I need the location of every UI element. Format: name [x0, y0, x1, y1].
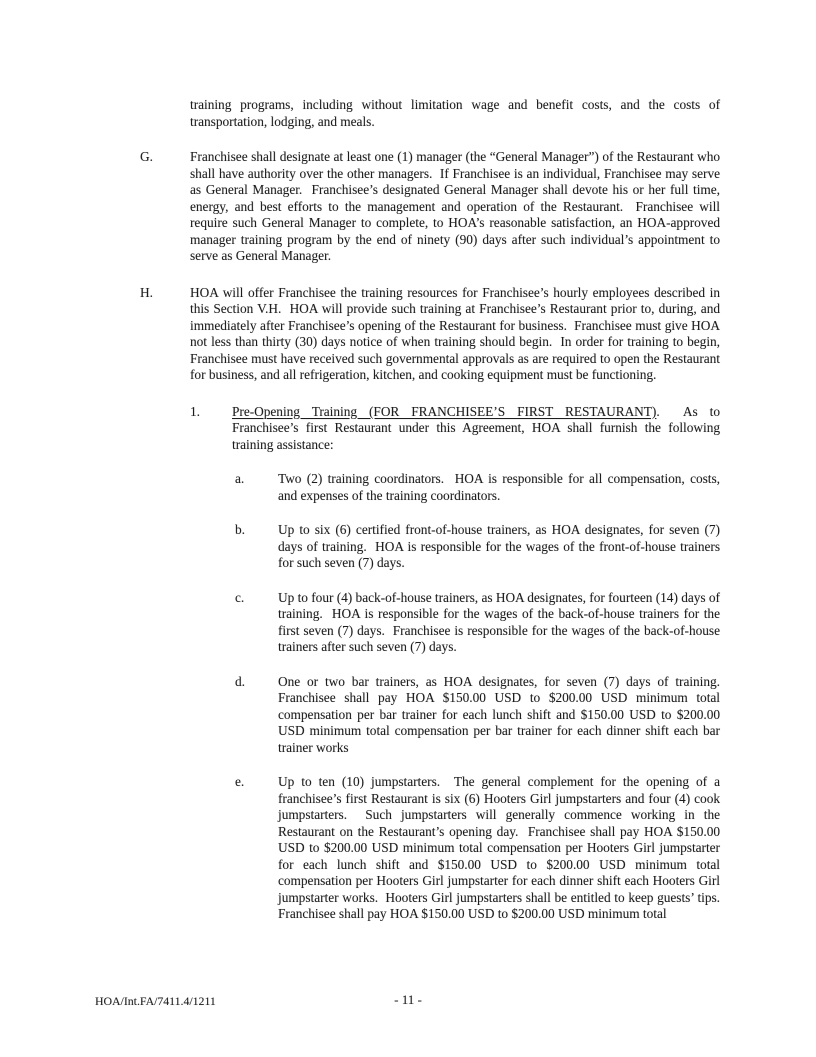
section-g [140, 149, 816, 265]
subitem-a-text: Two (2) training coordinators. HOA is responsible for all compensation, costs, and expenses of the training coordinators. [278, 471, 724, 503]
section-h [140, 285, 816, 384]
numbered-item-1 [190, 404, 816, 454]
subitem-e-text: Up to ten (10) jumpstarters. The general complement for the opening of a franchisee’s first Restaurant is six (6) Hooters Girl jumpstarters and four (4) cook jumpstarters. Such jumpstarters will generally commence working in the Restaurant on the Restaurant’s opening day. Franchisee shall pay HOA $150.00 USD to $200.00 USD minimum total compensation per Hooters Girl jumpstarter for each lunch shift and $150.00 USD to $200.00 USD minimum total compensation per Hooters Girl jumpstarter for each dinner shift each Hooters Girl jumpstarter works. Hooters Girl jumpstarters shall be entitled to keep guests’ tips. Franchisee shall pay HOA $150.00 USD to $200.00 USD minimum total [278, 774, 727, 921]
section-h-label: H. [140, 284, 153, 300]
subitem-e-label: e. [235, 774, 245, 789]
subitem-d-label: d. [235, 673, 245, 689]
section-h-text: HOA will offer Franchisee the training resources for Franchisee’s hourly employees described in this Section V.H. HOA will provide such training at Franchisee’s Restaurant prior to, during, and immediately after Franchisee’s opening of the Restaurant for business. Franchisee must give HOA not less than thirty (30) days notice of when training should begin. In order for training to begin, Franchisee must have received such governmental approvals as are required to open the Restaurant for business, and all refrigeration, kitchen, and cooking equipment must be functioning. [190, 284, 724, 382]
item-1-heading-rest: . As to Franchisee’s first Restaurant under this Agreement, HOA shall furnish the following training assistance: [232, 403, 724, 452]
subitem-a-label: a. [235, 471, 245, 486]
subitem-c-text: Up to four (4) back-of-house trainers, as HOA designates, for fourteen (14) days of training. HOA is responsible for the wages of the back-of-house trainers for the first seven (7) days. Franchisee is responsible for the wages of the back-of-house trainers after such seven (7) days. [278, 589, 724, 654]
subitem-b [235, 522, 816, 572]
subitem-c [235, 590, 816, 656]
numbered-item-1-text [232, 403, 724, 454]
doc-reference: HOA/Int.FA/7411.4/1211 [95, 994, 216, 1008]
intro-paragraph: training programs, including without limitation wage and benefit costs, and the costs of transportation, lodging, and meals. [190, 97, 724, 129]
section-g-label: G. [140, 149, 153, 164]
subitem-b-label: b. [235, 522, 245, 537]
subitem-b-text: Up to six (6) certified front-of-house trainers, as HOA designates, for seven (7) days of training. HOA is responsible for the wages of the front-of-house trainers for such seven (7) days. [278, 522, 724, 570]
subitem-d-text: One or two bar trainers, as HOA designates, for seven (7) days of training. Franchisee shall pay HOA $150.00 USD to $200.00 USD minimum total compensation per bar trainer for each lunch shift and $150.00 USD to $200.00 USD minimum total compensation per bar trainer for each dinner shift each bar trainer works [278, 673, 727, 755]
item-1-heading-underlined: Pre-Opening Training (FOR FRANCHISEE’S FIRST RESTAURANT) [232, 403, 657, 419]
page-footer [0, 992, 816, 1012]
page-number: - 11 - [394, 992, 422, 1007]
section-g-text: Franchisee shall designate at least one (1) manager (the “General Manager”) of the Restaurant who shall have authority over the other managers. If Franchisee is an individual, Franchisee may serve as General Manager. Franchisee’s designated General Manager shall devote his or her full time, energy, and best efforts to the management and operation of the Restaurant. Franchisee will require such General Manager to complete, to HOA’s reasonable satisfaction, an HOA-approved manager training program by the end of ninety (90) days after such individual’s appointment to serve as General Manager. [190, 149, 724, 263]
subitem-c-label: c. [235, 589, 245, 605]
subitem-e [235, 774, 816, 923]
numbered-item-1-label: 1. [190, 403, 200, 419]
subitem-a [235, 471, 816, 504]
subitem-d [235, 674, 816, 757]
